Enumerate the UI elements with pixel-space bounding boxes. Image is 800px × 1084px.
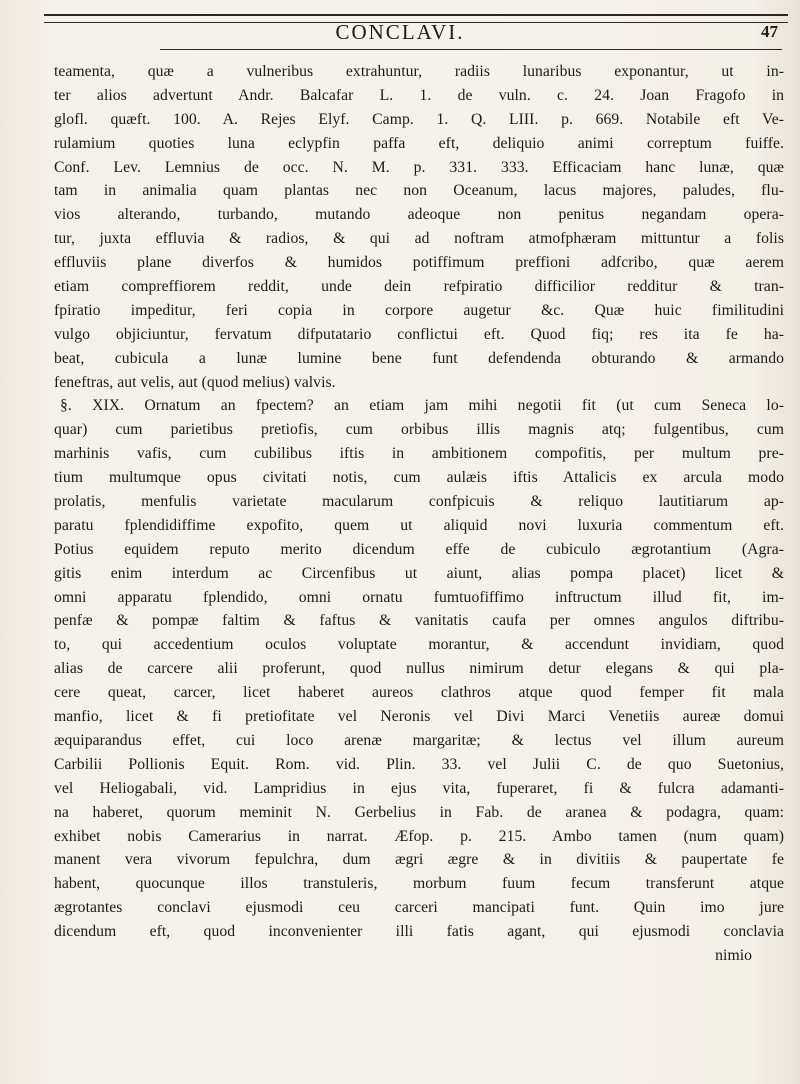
- text-line: na haberet, quorum meminit N. Gerbelius in Fab. de aranea & podagra, quam:: [54, 803, 784, 821]
- text-line: manfio, licet & fi pretiofitate vel Neronis vel Divi Marci Venetiis aureæ domui: [54, 708, 784, 726]
- text-line: vel Heliogabali, vid. Lampridius in ejus vita, fuperaret, fi & fulcra adamanti-: [54, 779, 784, 797]
- catchword: nimio: [715, 946, 752, 964]
- text-line: vulgo objiciuntur, fervatum difputatario conflictui eft. Quod fiq; res ita fe ha-: [54, 325, 784, 343]
- text-line: æquiparandus effet, cui loco arenæ margaritæ; & lectus vel illum aureum: [54, 731, 784, 749]
- text-line: rulamium quoties luna eclypfin paffa eft, deliquio animi correptum fuiffe.: [54, 134, 784, 152]
- text-line: fpiratio impeditur, feri copia in corpore augetur &c. Quæ huic fimilitudini: [54, 301, 784, 319]
- text-line: quar) cum parietibus pretiofis, cum orbibus illis magnis atq; fulgentibus, cum: [54, 421, 784, 439]
- text-line: alias de carcere alii proferunt, quod nullus nimirum detur elegans & qui pla-: [54, 660, 784, 678]
- text-line: etiam compreffiorem reddit, unde dein refpiratio difficilior redditur & tran-: [54, 278, 784, 296]
- text-line: to, qui accedentium oculos voluptate morantur, & accendunt invidiam, quod: [54, 636, 784, 654]
- text-line: marhinis vafis, cum cubilibus iftis in ambitionem compofitis, per multum pre-: [54, 445, 784, 463]
- body-text: [54, 60, 784, 968]
- text-line: ægrotantes conclavi ejusmodi ceu carceri mancipati funt. Quin imo jure: [54, 899, 784, 917]
- text-line: cere queat, carcer, licet haberet aureos clathros atque quod femper fit mala: [54, 684, 784, 702]
- text-line: Carbilii Pollionis Equit. Rom. vid. Plin. 33. vel Julii C. de quo Suetonius,: [54, 755, 784, 773]
- text-line: exhibet nobis Camerarius in narrat. Æfop. p. 215. Ambo tamen (num quam): [54, 827, 784, 845]
- text-line: tam in animalia quam plantas nec non Oceanum, lacus majores, paludes, flu-: [54, 182, 784, 200]
- page-number: 47: [761, 22, 778, 41]
- text-line: beat, cubicula a lunæ lumine bene funt defendenda obturando & armando: [54, 349, 784, 367]
- text-line: teamenta, quæ a vulneribus extrahuntur, radiis lunaribus exponantur, ut in-: [54, 63, 784, 80]
- text-line: effluviis plane diverfos & humidos potiffimum preffioni adfcribo, quæ aerem: [54, 254, 784, 272]
- running-title: CONCLAVI.: [335, 20, 465, 44]
- text-line: feneftras, aut velis, aut (quod melius) valvis.: [54, 373, 336, 391]
- text-line: omni apparatu fplendido, omni ornatu fumtuofiffimo inftructum illud fit, im-: [54, 588, 784, 606]
- text-line: dicendum eft, quod inconvenienter illi fatis agant, qui ejusmodi conclavia: [54, 923, 784, 941]
- text-line: vios alterando, turbando, mutando adeoque non penitus negandam opera-: [54, 206, 784, 224]
- text-line: paratu fplendidiffime expofito, quem ut aliquid novi luxuria commentum eft.: [54, 516, 784, 534]
- text-line: gitis enim interdum ac Circenfibus ut aiunt, alias pompa placet) licet &: [54, 564, 784, 582]
- text-line: tium multumque opus civitati notis, cum aulæis iftis Attalicis ex arcula modo: [54, 469, 784, 487]
- text-line: penfæ & pompæ faltim & faftus & vanitatis caufa per omnes angulos diftribu-: [54, 612, 784, 630]
- head-divider: [160, 49, 782, 50]
- text-line: glofl. quæft. 100. A. Rejes Elyf. Camp. 1. Q. LIII. p. 669. Notabile eft Ve-: [54, 110, 784, 128]
- text-line: Potius equidem reputo merito dicendum effe de cubiculo ægrotantium (Agra-: [54, 540, 784, 558]
- text-line: habent, quocunque illos transtuleris, morbum fuum fecum transferunt atque: [54, 875, 784, 893]
- section-heading-line: §. XIX. Ornatum an fpectem? an etiam jam mihi negotii fit (ut cum Seneca lo-: [60, 397, 784, 415]
- text-line: ter alios advertunt Andr. Balcafar L. 1. de vuln. c. 24. Joan Fragofo in: [54, 86, 784, 104]
- text-line: Conf. Lev. Lemnius de occ. N. M. p. 331. 333. Efficaciam hanc lunæ, quæ: [54, 158, 784, 176]
- text-line: prolatis, menfulis varietate macularum confpicuis & reliquo lautitiarum ap-: [54, 493, 784, 511]
- text-line: manent vera vivorum fepulchra, dum ægri ægre & in divitiis & paupertate fe: [54, 851, 784, 869]
- text-line: tur, juxta effluvia & radios, & qui ad noftram atmofphæram mittuntur a folis: [54, 230, 784, 248]
